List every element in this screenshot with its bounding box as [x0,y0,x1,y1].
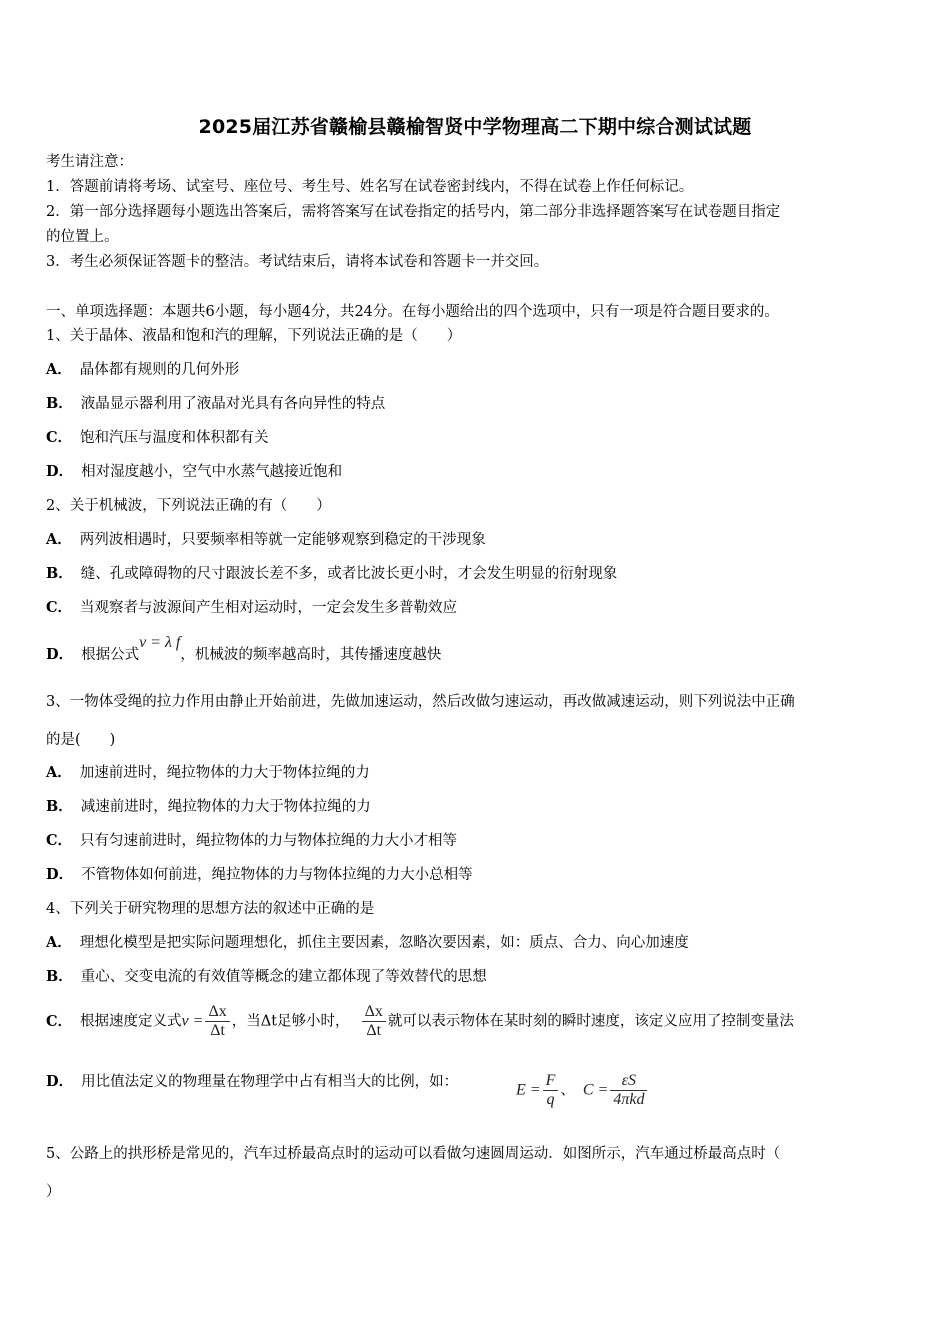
question-2-stem: 2、关于机械波，下列说法正确的有（ ） [46,498,331,514]
question-1-stem: 1、关于晶体、液晶和饱和汽的理解，下列说法正确的是（ ） [46,328,462,344]
question-5-stem: 5、公路上的拱形桥是常见的，汽车过桥最高点时的运动可以看做匀速圆周运动．如图所示，汽车通过桥最高点时（ [46,1146,781,1162]
q2-option-c: C． 当观察者与波源间产生相对运动时，一定会发生多普勒效应 [46,599,458,616]
velocity-fraction: $\frac{\Delta x}{\Delta t}$ [205,1003,229,1040]
page-title: 2025届江苏省赣榆县赣榆智贤中学物理高二下期中综合测试试题 [198,116,752,138]
notice-item: 3．考生必须保证答题卡的整洁。考试结束后，请将本试卷和答题卡一并交回。 [46,254,549,270]
q4-option-c: C． 根据速度定义式v = $\frac{\Delta x}{\Delta t}$ ，当Δt足够小时， $\frac{\Delta x}{\Delta t}$ 就可以表示物体在某时刻的瞬时速度，该定义应用了控制变量法 [46,1003,794,1039]
q2-option-a: A． 两列波相遇时，只要频率相等就一定能够观察到稳定的干涉现象 [46,531,486,548]
ratio-definition-formulas: E = $\frac{F}{q}$ 、 C = $\frac{\varepsilon S}{\text{4πkd}}$ [516,1072,649,1109]
electric-field-fraction: $\frac{F}{q}$ [543,1072,559,1109]
q1-option-c: C． 饱和汽压与温度和体积都有关 [46,429,269,446]
q3-option-c: C． 只有匀速前进时，绳拉物体的力与物体拉绳的力大小才相等 [46,832,458,849]
notice-item: 的位置上。 [46,229,119,245]
q2-option-d: D． 根据公式v = λ f，机械波的频率越高时，其传播速度越快 [46,634,442,663]
velocity-fraction-2: $\frac{\Delta x}{\Delta t}$ [362,1003,386,1040]
q3-option-b: B． 减速前进时，绳拉物体的力大于物体拉绳的力 [46,798,371,815]
q1-option-b: B． 液晶显示器利用了液晶对光具有各向异性的特点 [46,395,386,412]
capacitance-fraction: $\frac{\varepsilon S}{\text{4πkd}}$ [610,1072,647,1109]
section-heading: 一、单项选择题：本题共6小题，每小题4分，共24分。在每小题给出的四个选项中，只有一项是符合题目要求的。 [46,304,779,320]
q4-option-d: D． 用比值法定义的物理量在物理学中占有相当大的比例，如： [46,1073,459,1090]
q3-option-a: A． 加速前进时，绳拉物体的力大于物体拉绳的力 [46,764,370,781]
notice-heading: 考生请注意： [46,154,133,170]
question-3-stem-cont: 的是( ) [46,732,116,748]
q4-option-a: A． 理想化模型是把实际问题理想化，抓住主要因素，忽略次要因素，如：质点、合力、向心加速度 [46,934,689,951]
question-3-stem: 3、一物体受绳的拉力作用由静止开始前进，先做加速运动，然后改做匀速运动，再改做减速运动，则下列说法中正确 [46,694,795,710]
question-4-stem: 4、下列关于研究物理的思想方法的叙述中正确的是 [46,901,375,917]
q3-option-d: D． 不管物体如何前进，绳拉物体的力与物体拉绳的力大小总相等 [46,866,473,883]
q2-option-b: B． 缝、孔或障碍物的尺寸跟波长差不多，或者比波长更小时，才会发生明显的衍射现象 [46,565,618,582]
q4-option-b: B． 重心、交变电流的有效值等概念的建立都体现了等效替代的思想 [46,968,487,985]
notice-item: 2．第一部分选择题每小题选出答案后，需将答案写在试卷指定的括号内，第二部分非选择题答案写在试卷题目指定 [46,204,781,220]
q1-option-d: D． 相对湿度越小，空气中水蒸气越接近饱和 [46,463,343,480]
wave-speed-formula: v = λ f [139,634,181,651]
q1-option-a: A． 晶体都有规则的几何外形 [46,361,240,378]
question-5-stem-cont: ） [46,1184,61,1200]
notice-item: 1．答题前请将考场、试室号、座位号、考生号、姓名写在试卷密封线内，不得在试卷上作任何标记。 [46,179,694,195]
